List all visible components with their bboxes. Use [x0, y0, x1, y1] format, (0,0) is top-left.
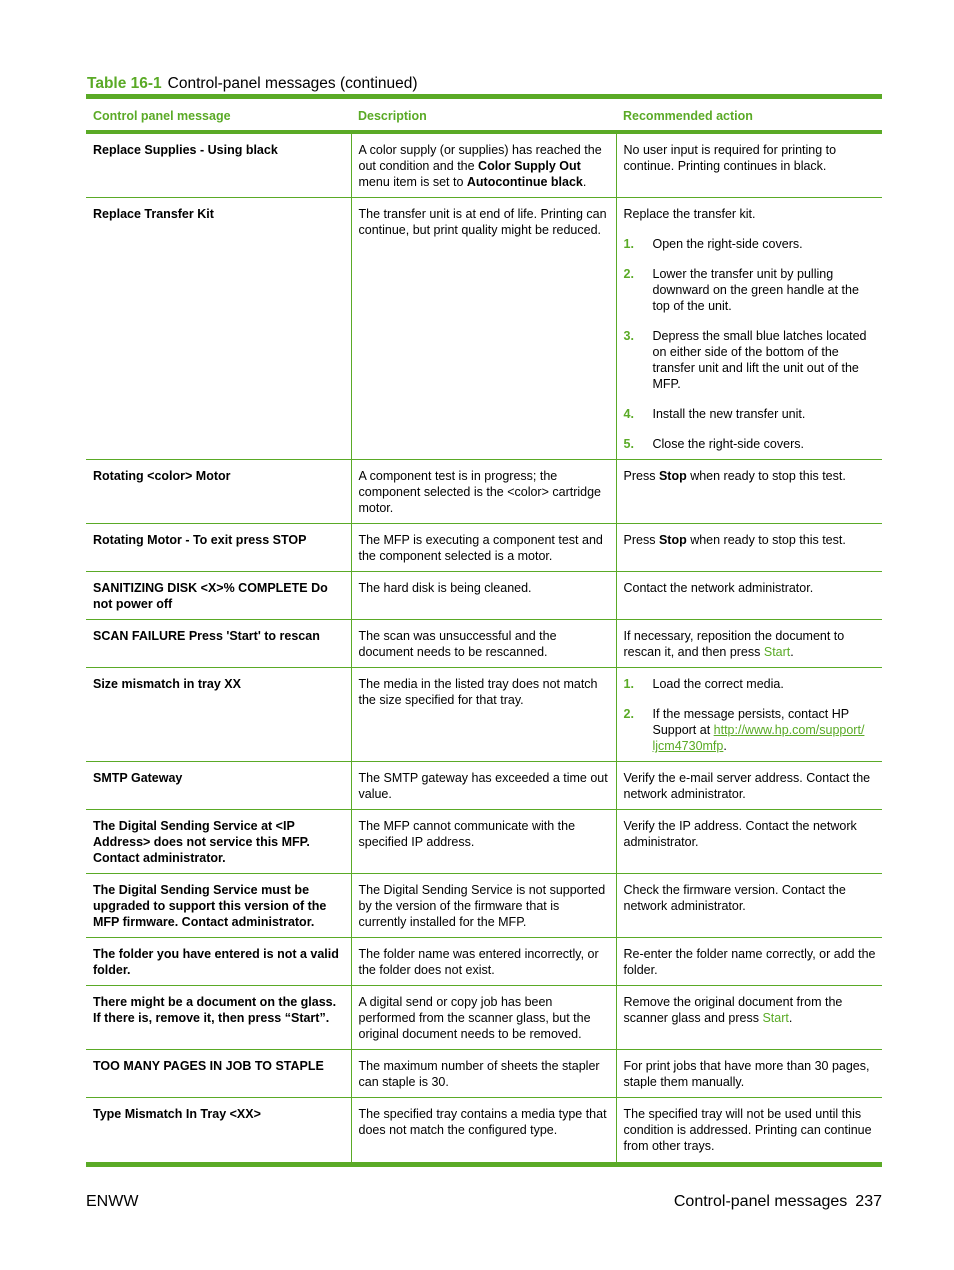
footer-enww: ENWW — [86, 1193, 139, 1210]
table-row — [86, 198, 882, 460]
message-cell: SCAN FAILURE Press 'Start' to rescan — [86, 620, 351, 668]
description-cell: The MFP is executing a component test and the component selected is a motor. — [351, 524, 616, 572]
table-row — [86, 524, 882, 572]
description-cell: A color supply (or supplies) has reached the out condition and the Color Supply Out menu item is set to Autocontinue black. — [351, 132, 616, 198]
table-title: Control-panel messages (continued) — [167, 75, 418, 92]
message-cell: Replace Transfer Kit — [86, 198, 351, 460]
list-item: 5. Close the right-side covers. — [623, 437, 804, 451]
message-cell: Type Mismatch In Tray <XX> — [86, 1098, 351, 1165]
action-cell: No user input is required for printing to continue. Printing continues in black. — [616, 132, 882, 198]
header-action: Recommended action — [616, 97, 882, 133]
table-row — [86, 1098, 882, 1165]
list-item: 1. Load the correct media. — [623, 677, 784, 691]
table-row — [86, 874, 882, 938]
header-description: Description — [351, 97, 616, 133]
description-cell: The Digital Sending Service is not supported by the version of the firmware that is currently installed for the MFP. — [351, 874, 616, 938]
table-row — [86, 460, 882, 524]
description-cell: The transfer unit is at end of life. Printing can continue, but print quality might be reduced. — [351, 198, 616, 460]
description-cell: A component test is in progress; the component selected is the <color> cartridge motor. — [351, 460, 616, 524]
description-cell: The MFP cannot communicate with the specified IP address. — [351, 810, 616, 874]
step-list — [624, 236, 877, 452]
message-cell: There might be a document on the glass. If there is, remove it, then press “Start”. — [86, 986, 351, 1050]
action-cell: Verify the IP address. Contact the network administrator. — [616, 810, 882, 874]
message-cell: The Digital Sending Service must be upgraded to support this version of the MFP firmware. Contact administrator. — [86, 874, 351, 938]
control-panel-messages-table — [86, 94, 882, 1167]
action-cell — [616, 198, 882, 460]
start-button-name: Start — [762, 1011, 789, 1025]
description-cell: The hard disk is being cleaned. — [351, 572, 616, 620]
message-cell: Rotating <color> Motor — [86, 460, 351, 524]
action-cell: Verify the e-mail server address. Contact the network administrator. — [616, 762, 882, 810]
description-cell: The media in the listed tray does not match the size specified for that tray. — [351, 668, 616, 762]
action-cell — [616, 668, 882, 762]
table-row — [86, 986, 882, 1050]
message-cell: TOO MANY PAGES IN JOB TO STAPLE — [86, 1050, 351, 1098]
message-cell: Size mismatch in tray XX — [86, 668, 351, 762]
message-cell: SANITIZING DISK <X>% COMPLETE Do not power off — [86, 572, 351, 620]
table-row — [86, 762, 882, 810]
action-cell: Re-enter the folder name correctly, or add the folder. — [616, 938, 882, 986]
header-message: Control panel message — [86, 97, 351, 133]
action-cell: The specified tray will not be used until this condition is addressed. Printing can continue from other trays. — [616, 1098, 882, 1165]
table-row — [86, 1050, 882, 1098]
action-cell: If necessary, reposition the document to rescan it, and then press Start. — [616, 620, 882, 668]
page-number: 237 — [855, 1193, 882, 1210]
description-cell: The folder name was entered incorrectly, or the folder does not exist. — [351, 938, 616, 986]
table-row — [86, 668, 882, 762]
table-caption — [87, 75, 418, 93]
action-cell: Remove the original document from the scanner glass and press Start. — [616, 986, 882, 1050]
action-cell: Press Stop when ready to stop this test. — [616, 460, 882, 524]
message-cell: SMTP Gateway — [86, 762, 351, 810]
message-cell: Rotating Motor - To exit press STOP — [86, 524, 351, 572]
table-row — [86, 938, 882, 986]
message-cell: The folder you have entered is not a valid folder. — [86, 938, 351, 986]
table-row — [86, 810, 882, 874]
hp-support-link[interactable]: http://www.hp.com/support/ ljcm4730mfp — [652, 723, 865, 753]
action-intro: Replace the transfer kit. — [623, 207, 756, 221]
list-item: 2. If the message persists, contact HP Support at http://www.hp.com/support/ ljcm4730mfp. — [623, 707, 865, 753]
start-button-name: Start — [763, 645, 791, 659]
description-cell: The scan was unsuccessful and the document needs to be rescanned. — [351, 620, 616, 668]
description-cell: A digital send or copy job has been performed from the scanner glass, but the original document needs to be removed. — [351, 986, 616, 1050]
message-cell: Replace Supplies - Using black — [86, 132, 351, 198]
message-cell: The Digital Sending Service at <IP Address> does not service this MFP. Contact administrator. — [86, 810, 351, 874]
table-row — [86, 132, 882, 198]
table-row — [86, 620, 882, 668]
footer-section: Control-panel messages — [673, 1193, 848, 1210]
table-number: Table 16-1 — [87, 75, 162, 92]
action-cell: Check the firmware version. Contact the network administrator. — [616, 874, 882, 938]
action-cell: Contact the network administrator. — [616, 572, 882, 620]
action-cell: Press Stop when ready to stop this test. — [616, 524, 882, 572]
list-item: 2. Lower the transfer unit by pulling downward on the green handle at the top of the unit. — [623, 267, 859, 313]
step-list — [624, 676, 877, 754]
list-item: 3. Depress the small blue latches located on either side of the bottom of the transfer unit and lift the unit out of the MFP. — [623, 329, 867, 391]
action-cell: For print jobs that have more than 30 pages, staple them manually. — [616, 1050, 882, 1098]
description-cell: The maximum number of sheets the stapler can staple is 30. — [351, 1050, 616, 1098]
footer-page-info — [674, 1193, 882, 1211]
table-row — [86, 572, 882, 620]
list-item: 1. Open the right-side covers. — [623, 237, 803, 251]
header-row — [86, 97, 882, 133]
description-cell: The specified tray contains a media type that does not match the configured type. — [351, 1098, 616, 1165]
list-item: 4. Install the new transfer unit. — [623, 407, 806, 421]
description-cell: The SMTP gateway has exceeded a time out value. — [351, 762, 616, 810]
